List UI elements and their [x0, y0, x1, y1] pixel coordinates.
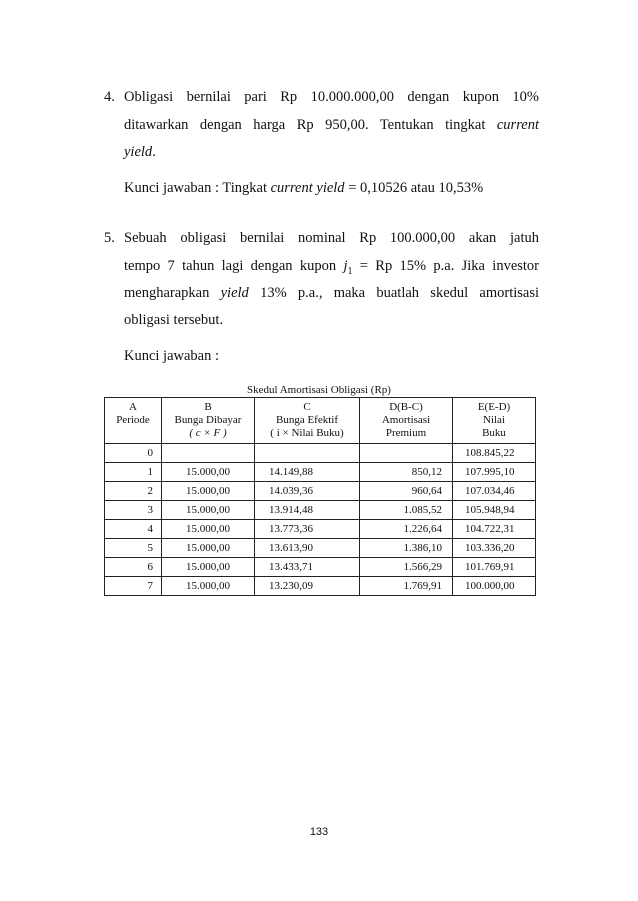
header-bunga-efektif-label: Bunga Efektif: [275, 414, 338, 426]
table-cell: 13.773,36: [255, 520, 360, 539]
question-5-line-1: Sebuah obligasi bernilai nominal Rp 100.000,00 akan jatuh: [124, 230, 539, 246]
table-cell: 5: [105, 539, 162, 558]
table-cell: 0: [105, 444, 162, 463]
table-cell: 13.433,71: [255, 558, 360, 577]
table-caption: Skedul Amortisasi Obligasi (Rp): [247, 384, 391, 396]
coupon-symbol-subscript: 1: [347, 265, 353, 277]
table-cell: 1: [105, 463, 162, 482]
table-cell: 13.230,09: [255, 577, 360, 596]
table-cell: 4: [105, 520, 162, 539]
question-5-line-3-text: mengharapkan: [124, 285, 210, 301]
header-nilai-buku-letter: E(E-D): [477, 401, 511, 413]
table-cell: [360, 444, 453, 463]
table-cell: 14.149,88: [255, 463, 360, 482]
question-4-line-1: Obligasi bernilai pari Rp 10.000.000,00 dengan kupon 10%: [124, 89, 539, 105]
table-cell: 1.769,91: [360, 577, 453, 596]
header-periode-label: Periode: [116, 414, 150, 426]
header-bunga-efektif: [255, 398, 360, 444]
table-cell: 108.845,22: [453, 444, 536, 463]
table-row: [105, 539, 536, 558]
table-cell: 107.034,46: [453, 482, 536, 501]
table-cell: 15.000,00: [162, 463, 255, 482]
question-4-line-2: [124, 117, 539, 134]
table-cell: 14.039,36: [255, 482, 360, 501]
header-bunga-efektif-letter: C: [303, 401, 311, 413]
header-amortisasi-sub: Premium: [385, 427, 427, 439]
header-nilai-buku: [453, 398, 536, 444]
question-4-line-3-period: .: [152, 144, 156, 160]
table-cell: 105.948,94: [453, 501, 536, 520]
page-number: 133: [309, 826, 329, 838]
table-row: [105, 577, 536, 596]
question-4-line-3-italic: yield: [124, 144, 153, 160]
question-5-line-2-text: tempo 7 tahun lagi dengan kupon: [124, 258, 337, 274]
table-cell: [255, 444, 360, 463]
table-cell: 15.000,00: [162, 577, 255, 596]
table-body: [105, 444, 536, 596]
coupon-symbol: [343, 258, 353, 277]
header-bunga-dibayar-label: Bunga Dibayar: [174, 414, 242, 426]
table-row: [105, 463, 536, 482]
header-bunga-efektif-formula: ( i × Nilai Buku): [270, 427, 344, 439]
table-cell: 15.000,00: [162, 558, 255, 577]
table-row: [105, 558, 536, 577]
table-cell: 1.566,29: [360, 558, 453, 577]
table-row: [105, 444, 536, 463]
table-cell: 7: [105, 577, 162, 596]
question-4-line-2-italic: current: [496, 117, 540, 133]
table-cell: 2: [105, 482, 162, 501]
amortization-table: [104, 397, 536, 596]
table-cell: [162, 444, 255, 463]
header-bunga-dibayar-formula: ( c × F ): [189, 427, 227, 439]
question-4-number: 4.: [104, 89, 115, 105]
question-4-line-2-text: ditawarkan dengan harga Rp 950,00. Tentukan tingkat: [124, 117, 486, 133]
question-4-answer-text: Kunci jawaban : Tingkat: [124, 180, 267, 196]
table-cell: 850,12: [360, 463, 453, 482]
header-nilai-buku-label: Nilai: [483, 414, 505, 426]
header-amortisasi-letter: D(B-C): [389, 401, 423, 413]
question-5-line-2: [124, 258, 539, 277]
header-nilai-buku-sub: Buku: [482, 427, 506, 439]
header-bunga-dibayar-letter: B: [204, 401, 212, 413]
question-4-answer-italic: current yield: [270, 180, 345, 196]
table-cell: 1.226,64: [360, 520, 453, 539]
question-4-line-3: [124, 144, 156, 161]
table-cell: 101.769,91: [453, 558, 536, 577]
question-5-line-4: obligasi tersebut.: [124, 312, 224, 328]
table-cell: 13.914,48: [255, 501, 360, 520]
table-cell: 104.722,31: [453, 520, 536, 539]
table-cell: 13.613,90: [255, 539, 360, 558]
table-cell: 1.085,52: [360, 501, 453, 520]
table-cell: 15.000,00: [162, 482, 255, 501]
question-5-line-3: [124, 285, 539, 302]
header-amortisasi-label: Amortisasi: [381, 414, 431, 426]
table-row: [105, 501, 536, 520]
table-row: [105, 482, 536, 501]
header-periode: [105, 398, 162, 444]
table-cell: 15.000,00: [162, 539, 255, 558]
table-cell: 15.000,00: [162, 520, 255, 539]
table-cell: 6: [105, 558, 162, 577]
question-5-number: 5.: [104, 230, 115, 246]
coupon-symbol-j: j: [343, 258, 348, 274]
question-5-line-3-italic: yield: [220, 285, 249, 301]
header-amortisasi: [360, 398, 453, 444]
table-cell: 960,64: [360, 482, 453, 501]
question-5-answer: Kunci jawaban :: [124, 348, 220, 364]
table-cell: 100.000,00: [453, 577, 536, 596]
table-row: [105, 520, 536, 539]
question-4-answer-value: = 0,10526 atau 10,53%: [348, 180, 484, 196]
question-5-line-3-rest: 13% p.a., maka buatlah skedul amortisasi: [260, 285, 540, 301]
header-bunga-dibayar: [162, 398, 255, 444]
question-4-answer: [124, 180, 483, 197]
table-cell: 103.336,20: [453, 539, 536, 558]
table-cell: 1.386,10: [360, 539, 453, 558]
table-cell: 3: [105, 501, 162, 520]
table-header-row: [105, 398, 536, 444]
header-periode-letter: A: [129, 401, 137, 413]
table-cell: 107.995,10: [453, 463, 536, 482]
table-cell: 15.000,00: [162, 501, 255, 520]
question-5-line-2-rest: = Rp 15% p.a. Jika investor: [359, 258, 540, 274]
